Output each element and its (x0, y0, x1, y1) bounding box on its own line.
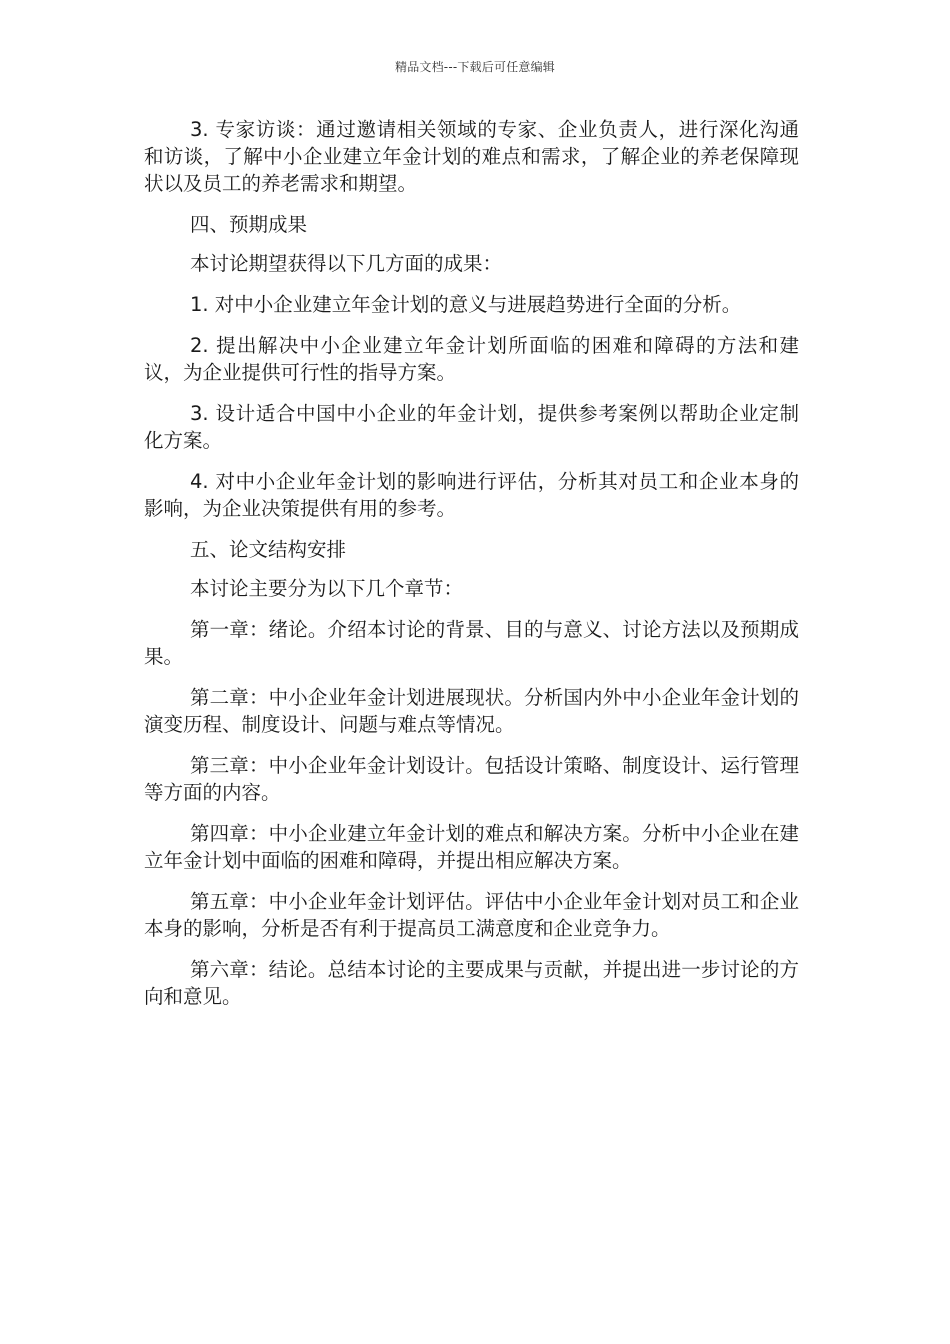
list-item-result-1: 1. 对中小企业建立年金计划的意义与进展趋势进行全面的分析。 (190, 293, 742, 316)
chapter-6-description: 第六章：结论。总结本讨论的主要成果与贡献，并提出进一步讨论的方向和意见。 (144, 958, 799, 1008)
chapter-1-description: 第一章：绪论。介绍本讨论的背景、目的与意义、讨论方法以及预期成果。 (144, 618, 799, 668)
list-item-result-3: 3. 设计适合中国中小企业的年金计划，提供参考案例以帮助企业定制化方案。 (144, 402, 799, 452)
paragraph-structure-intro: 本讨论主要分为以下几个章节： (190, 577, 464, 600)
chapter-2-description: 第二章：中小企业年金计划进展现状。分析国内外中小企业年金计划的演变历程、制度设计、问题与难点等情况。 (144, 686, 799, 736)
section-heading-expected-results: 四、预期成果 (190, 213, 308, 236)
chapter-4-description: 第四章：中小企业建立年金计划的难点和解决方案。分析中小企业在建立年金计划中面临的困难和障碍，并提出相应解决方案。 (144, 822, 799, 872)
chapter-3-description: 第三章：中小企业年金计划设计。包括设计策略、制度设计、运行管理等方面的内容。 (144, 754, 799, 804)
document-body (144, 116, 799, 1024)
chapter-5-description: 第五章：中小企业年金计划评估。评估中小企业年金计划对员工和企业本身的影响，分析是否有利于提高员工满意度和企业竞争力。 (144, 890, 799, 940)
section-heading-structure: 五、论文结构安排 (190, 538, 347, 561)
paragraph-results-intro: 本讨论期望获得以下几方面的成果： (190, 252, 503, 275)
list-item-result-4: 4. 对中小企业年金计划的影响进行评估，分析其对员工和企业本身的影响，为企业决策提供有用的参考。 (144, 470, 799, 520)
paragraph-expert-interview: 3. 专家访谈：通过邀请相关领域的专家、企业负责人，进行深化沟通和访谈，了解中小企业建立年金计划的难点和需求，了解企业的养老保障现状以及员工的养老需求和期望。 (144, 118, 799, 195)
list-item-result-2: 2. 提出解决中小企业建立年金计划所面临的困难和障碍的方法和建议，为企业提供可行性的指导方案。 (144, 334, 799, 384)
page-header: 精品文档---下载后可任意编辑 (395, 60, 555, 74)
